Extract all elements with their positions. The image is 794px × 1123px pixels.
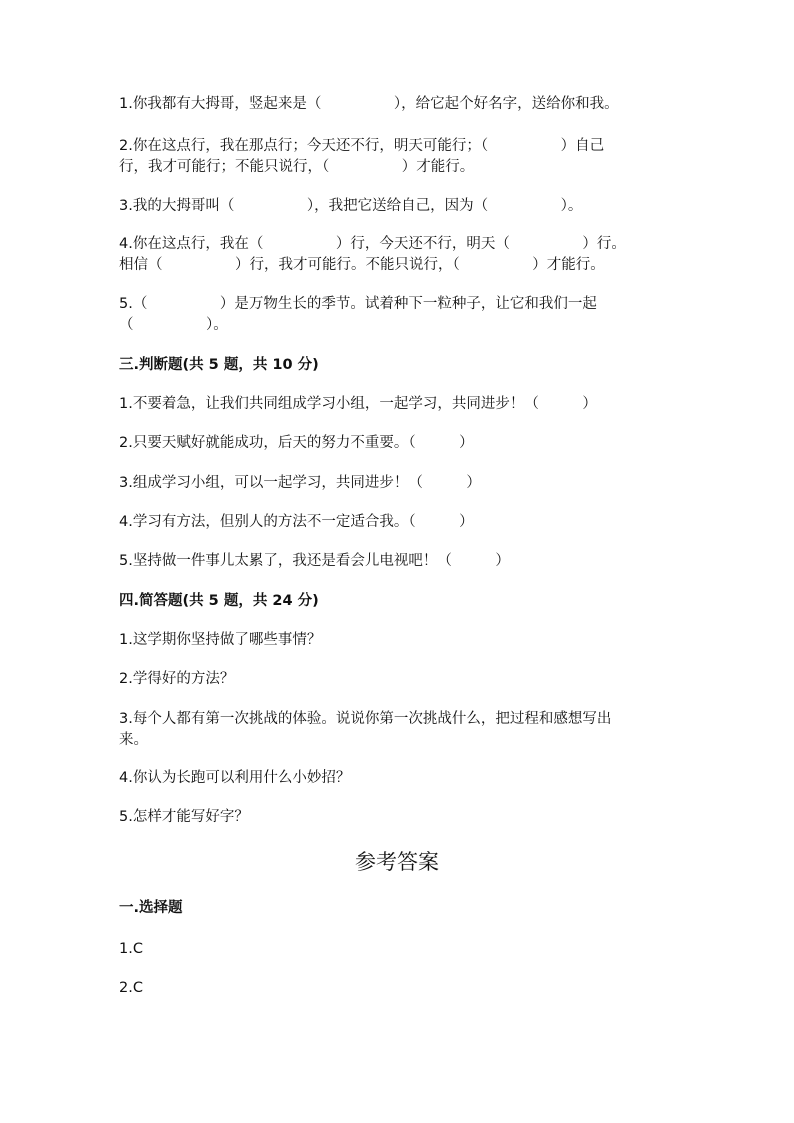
section-title: 三.判断题(共 5 题，共 10 分) — [119, 357, 319, 373]
true-false-section — [119, 355, 675, 569]
answer-item-1: 1.C — [119, 941, 143, 957]
answer-section-title: 一.选择题 — [119, 900, 183, 916]
fill-in-question-3 — [119, 196, 582, 217]
question-text-line-1: 2.你在这点行，我在那点行；今天还不行，明天可能行；（ ）自己 — [119, 138, 605, 154]
short-answer-item-1: 1.这学期你坚持做了哪些事情？ — [119, 632, 322, 648]
fill-in-question-4 — [119, 234, 626, 276]
true-false-item-4: 4.学习有方法，但别人的方法不一定适合我。（ ） — [119, 514, 474, 530]
question-text: 3.我的大拇哥叫（ ），我把它送给自己，因为（ ）。 — [119, 198, 583, 214]
question-text: 1.你我都有大拇哥，竖起来是（ ），给它起个好名字，送给你和我。 — [119, 96, 619, 112]
question-text-line-1: 3.每个人都有第一次挑战的体验。说说你第一次挑战什么，把过程和感想写出 — [119, 711, 612, 727]
question-text-line-1: 4.你在这点行，我在（ ）行，今天还不行，明天（ ）行。 — [119, 236, 626, 252]
question-text-line-2: （ ）。 — [119, 317, 228, 333]
question-text-line-2: 来。 — [119, 732, 148, 748]
section-title: 四.简答题(共 5 题，共 24 分) — [119, 593, 319, 609]
answer-key-title: 参考答案 — [355, 850, 439, 874]
answer-key — [119, 847, 675, 996]
true-false-item-1: 1.不要着急，让我们共同组成学习小组，一起学习，共同进步！（ ） — [119, 396, 597, 412]
short-answer-section — [119, 591, 675, 825]
true-false-item-5: 5.坚持做一件事儿太累了，我还是看会儿电视吧！（ ） — [119, 553, 510, 569]
short-answer-item-3 — [119, 709, 611, 751]
fill-in-question-2 — [119, 136, 604, 178]
true-false-item-2: 2.只要天赋好就能成功，后天的努力不重要。（ ） — [119, 435, 474, 451]
true-false-item-3: 3.组成学习小组，可以一起学习，共同进步！（ ） — [119, 475, 481, 491]
question-text-line-1: 5.（ ）是万物生长的季节。试着种下一粒种子，让它和我们一起 — [119, 296, 597, 312]
question-text-line-2: 行，我才可能行；不能只说行，（ ）才能行。 — [119, 159, 475, 175]
question-text-line-2: 相信（ ）行，我才可能行。不能只说行，（ ）才能行。 — [119, 257, 605, 273]
short-answer-item-5: 5.怎样才能写好字？ — [119, 809, 249, 825]
fill-in-question-1 — [119, 94, 619, 115]
answer-item-2: 2.C — [119, 980, 143, 996]
short-answer-item-2: 2.学得好的方法？ — [119, 671, 235, 687]
fill-in-question-5 — [119, 294, 597, 336]
short-answer-item-4: 4.你认为长跑可以利用什么小妙招？ — [119, 770, 351, 786]
